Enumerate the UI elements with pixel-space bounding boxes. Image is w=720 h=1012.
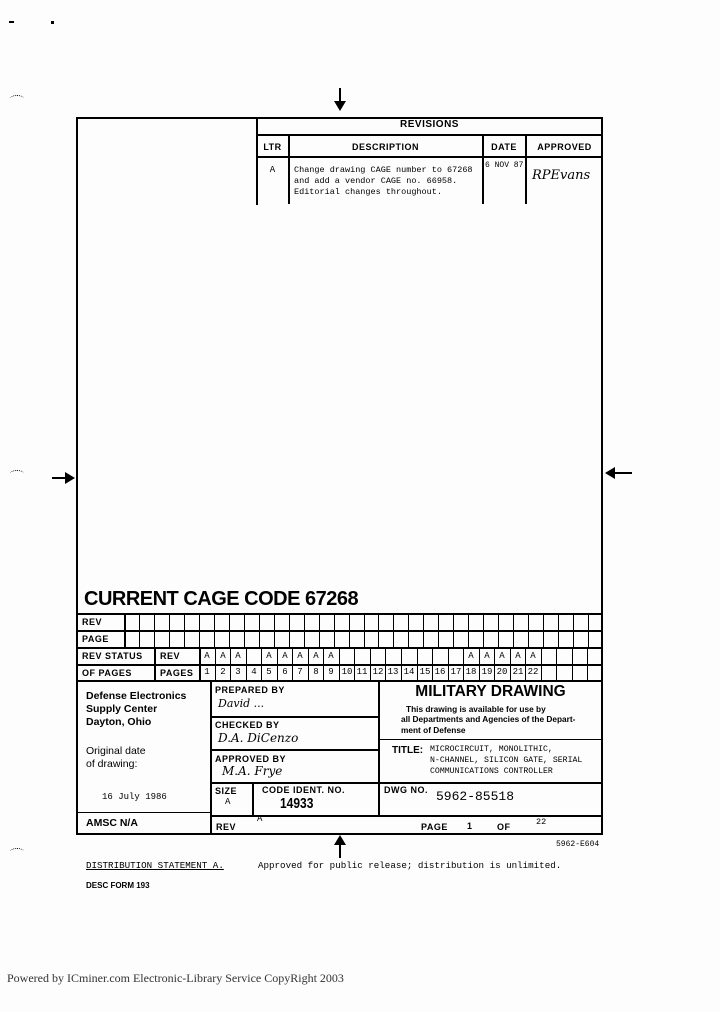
page-number-cell: 18 xyxy=(465,667,477,677)
grid-label-of-pages: OF PAGES xyxy=(82,668,132,678)
page-rev-cell: A xyxy=(313,651,319,661)
code-ident-value: 14933 xyxy=(280,795,314,812)
page-number-cell: 16 xyxy=(434,667,446,677)
grid-divider xyxy=(543,613,544,647)
grid-divider xyxy=(214,613,215,647)
page-number-cell: 22 xyxy=(527,667,539,677)
desc-form-number: DESC FORM 193 xyxy=(86,881,150,890)
grid-divider xyxy=(423,613,424,647)
grid-divider xyxy=(244,613,245,647)
military-drawing-desc: ment of Defense xyxy=(401,725,466,735)
grid-divider xyxy=(334,613,335,647)
page-rev-cell: A xyxy=(266,651,272,661)
grid-divider xyxy=(154,613,155,647)
title-line: N-CHANNEL, SILICON GATE, SERIAL xyxy=(430,756,583,765)
title-line: MICROCIRCUIT, MONOLITHIC, xyxy=(430,745,553,754)
grid-label-status-pages: PAGES xyxy=(160,668,194,678)
punch-mark-bottom xyxy=(10,848,24,855)
approved-by-label: APPROVED BY xyxy=(215,754,287,764)
page-number-cell: 21 xyxy=(512,667,524,677)
page-rev-cell: A xyxy=(515,651,521,661)
military-drawing-title: MILITARY DRAWING xyxy=(415,683,566,700)
original-date-label: of drawing: xyxy=(86,758,138,770)
grid-divider xyxy=(528,613,529,647)
original-date-label: Original date xyxy=(86,745,146,757)
page-number-cell: 6 xyxy=(282,667,288,677)
page-number-cell: 19 xyxy=(481,667,493,677)
size-label: SIZE xyxy=(215,786,238,796)
revision-ltr: A xyxy=(269,165,276,175)
grid-divider xyxy=(483,613,484,647)
grid-divider xyxy=(319,613,320,647)
prepared-by-signature: David ... xyxy=(218,697,265,710)
page-number-cell: 7 xyxy=(297,667,303,677)
grid-divider xyxy=(289,613,290,647)
grid-divider xyxy=(498,613,499,647)
page-total: 22 xyxy=(536,817,547,827)
page-number-cell: 13 xyxy=(387,667,399,677)
punch-mark-middle xyxy=(10,470,24,477)
page-number-cell: 9 xyxy=(328,667,334,677)
title-label: TITLE: xyxy=(392,745,424,756)
page-rev-cell: A xyxy=(499,651,505,661)
scan-speck xyxy=(51,21,54,24)
grid-label-page: PAGE xyxy=(82,634,109,644)
grid-label-status-rev: REV xyxy=(160,651,181,661)
page-rev-cell: A xyxy=(220,651,226,661)
grid-divider xyxy=(588,613,589,647)
page-number-cell: 10 xyxy=(341,667,353,677)
page-rev-cell: A xyxy=(530,651,536,661)
grid-divider xyxy=(229,613,230,647)
agency-name-line: Defense Electronics xyxy=(86,690,187,702)
grid-divider xyxy=(199,613,200,647)
page-number-cell: 2 xyxy=(220,667,226,677)
page-number-cell: 5 xyxy=(266,667,272,677)
approved-by-signature: M.A. Frye xyxy=(222,764,283,778)
scan-speck xyxy=(9,21,14,23)
revision-date: 6 NOV 87 xyxy=(485,161,524,170)
grid-divider xyxy=(304,613,305,647)
col-header-ltr: LTR xyxy=(263,142,282,152)
page-number-cell: 1 xyxy=(204,667,210,677)
punch-mark-top xyxy=(10,95,24,102)
page-number-cell: 12 xyxy=(372,667,384,677)
agency-location: Dayton, Ohio xyxy=(86,716,152,728)
distribution-heading: DISTRIBUTION STATEMENT A. xyxy=(86,860,224,871)
page-rev-cell: A xyxy=(235,651,241,661)
grid-divider xyxy=(184,613,185,647)
military-drawing-desc: This drawing is available for use by xyxy=(406,704,546,714)
rev-label: REV xyxy=(216,822,237,832)
grid-divider xyxy=(572,647,573,680)
grid-divider xyxy=(274,613,275,647)
grid-divider xyxy=(558,613,559,647)
size-value: A xyxy=(225,797,231,807)
form-code: 5962-E604 xyxy=(556,840,600,849)
page-rev-cell: A xyxy=(328,651,334,661)
prepared-by-label: PREPARED BY xyxy=(215,685,285,695)
drawing-frame xyxy=(76,117,603,835)
checked-by-signature: D.A. DiCenzo xyxy=(218,731,299,745)
grid-divider xyxy=(349,613,350,647)
page-label: PAGE xyxy=(421,822,448,832)
page-number: 1 xyxy=(467,821,473,831)
grid-divider xyxy=(139,613,140,647)
grid-divider xyxy=(573,613,574,647)
approver-signature: RPEvans xyxy=(532,168,591,183)
page-rev-cell: A xyxy=(282,651,288,661)
grid-divider xyxy=(393,613,394,647)
grid-divider xyxy=(587,647,588,680)
page-rev-cell: A xyxy=(204,651,210,661)
col-header-description: DESCRIPTION xyxy=(351,142,419,152)
page-number-cell: 15 xyxy=(419,667,431,677)
page-number-cell: 4 xyxy=(251,667,257,677)
original-date: 16 July 1986 xyxy=(102,792,167,802)
dwg-no-value: 5962-85518 xyxy=(436,789,515,804)
page-rev-cell: A xyxy=(297,651,303,661)
revisions-title: REVISIONS xyxy=(400,119,459,130)
grid-divider xyxy=(453,613,454,647)
rev-value: A xyxy=(257,814,263,824)
page-number-cell: 3 xyxy=(235,667,241,677)
code-ident-label: CODE IDENT. NO. xyxy=(262,785,346,795)
grid-divider xyxy=(438,613,439,647)
revision-description-line: and add a vendor CAGE no. 66958. xyxy=(294,176,458,186)
cage-code-banner: CURRENT CAGE CODE 67268 xyxy=(84,588,359,610)
grid-divider xyxy=(169,613,170,647)
page-rev-cell: A xyxy=(468,651,474,661)
military-drawing-desc: all Departments and Agencies of the Depart- xyxy=(401,714,576,724)
distribution-text: Approved for public release; distribution is unlimited. xyxy=(258,860,562,871)
revision-description-line: Editorial changes throughout. xyxy=(294,187,442,197)
page-number-cell: 8 xyxy=(313,667,319,677)
dwg-no-label: DWG NO. xyxy=(384,785,428,795)
page-rev-cell: A xyxy=(484,651,490,661)
grid-divider xyxy=(364,613,365,647)
col-header-date: DATE xyxy=(491,142,517,152)
grid-divider xyxy=(259,613,260,647)
grid-label-rev: REV xyxy=(82,617,103,627)
page-number-cell: 20 xyxy=(496,667,508,677)
grid-divider xyxy=(556,647,557,680)
grid-divider xyxy=(378,613,379,647)
of-label: OF xyxy=(497,822,511,832)
grid-label-rev-status: REV STATUS xyxy=(82,651,143,661)
page-number-cell: 11 xyxy=(356,667,368,677)
col-header-approved: APPROVED xyxy=(537,142,592,152)
page-number-cell: 17 xyxy=(450,667,462,677)
amsc-code: AMSC N/A xyxy=(86,817,138,829)
agency-name-line: Supply Center xyxy=(86,703,158,715)
title-line: COMMUNICATIONS CONTROLLER xyxy=(430,767,553,776)
grid-divider xyxy=(408,613,409,647)
revision-description-line: Change drawing CAGE number to 67268 xyxy=(294,165,473,175)
grid-divider xyxy=(513,613,514,647)
grid-divider xyxy=(541,647,542,680)
checked-by-label: CHECKED BY xyxy=(215,720,280,730)
grid-divider xyxy=(468,613,469,647)
footer-copyright: Powered by ICminer.com Electronic-Library Service CopyRight 2003 xyxy=(7,971,344,985)
page-number-cell: 14 xyxy=(403,667,415,677)
